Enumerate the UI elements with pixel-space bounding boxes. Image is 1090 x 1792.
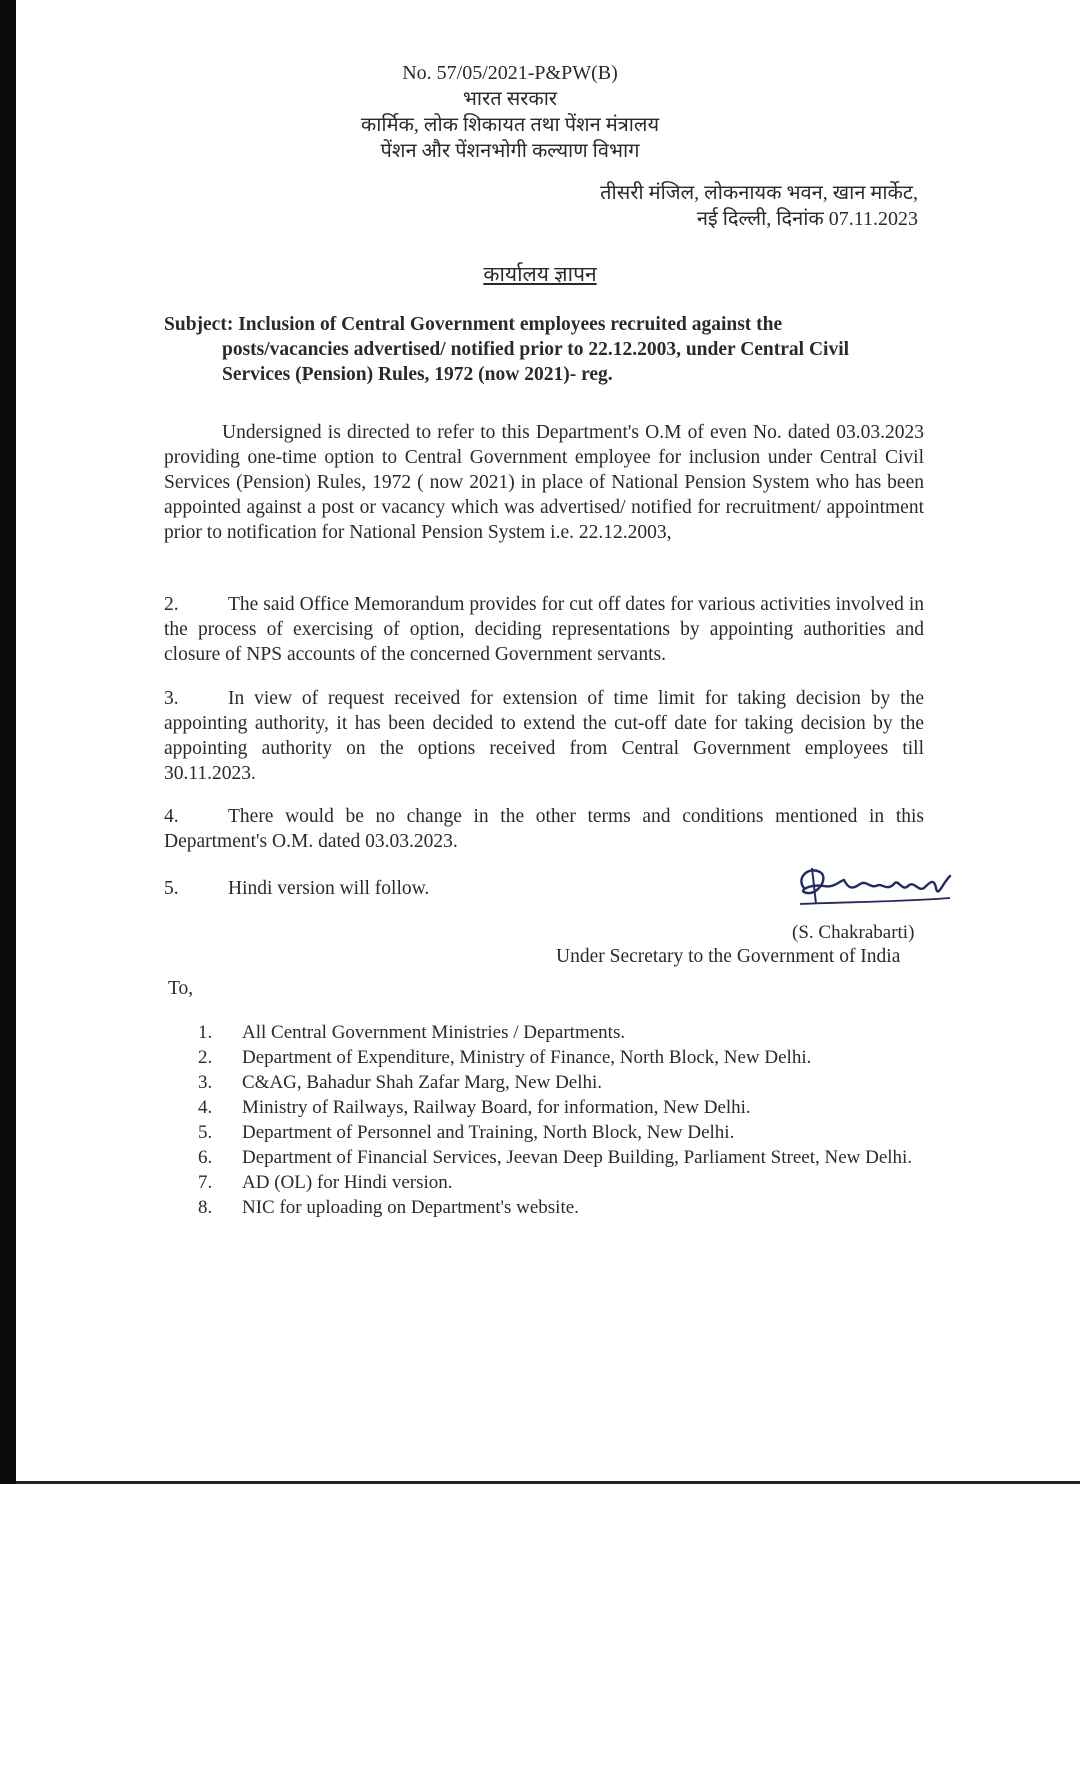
paragraph-3 [164,686,924,786]
govt-of-india: भारत सरकार [462,88,558,110]
subject-label: Subject: [164,314,234,335]
list-item: 3. C&AG, Bahadur Shah Zafar Marg, New Delhi. [198,1072,603,1093]
distribution-list [198,1020,938,1220]
address-line-1: तीसरी मंजिल, लोकनायक भवन, खान मार्केट, [600,182,918,204]
list-item: 5. Department of Personnel and Training, North Block, New Delhi. [198,1122,735,1143]
office-memorandum-title: कार्यालय ज्ञापन [483,262,597,286]
list-item: 7. AD (OL) for Hindi version. [198,1172,453,1193]
list-item: 4. Ministry of Railways, Railway Board, for information, New Delhi. [198,1097,751,1118]
paragraph-number: 3. [164,688,179,709]
signatory-name: (S. Chakrabarti) [792,922,915,943]
list-item: 6. Department of Financial Services, Jeevan Deep Building, Parliament Street, New Delhi. [198,1147,913,1168]
paragraph-number: 5. [164,878,179,899]
list-item: 8. NIC for uploading on Department's website. [198,1197,579,1218]
subject-block [164,312,924,387]
list-item: 1. All Central Government Ministries / Departments. [198,1022,626,1043]
address-date-line: नई दिल्ली, दिनांक 07.11.2023 [696,208,918,230]
paragraph-4 [164,804,924,854]
paragraph-2 [164,592,924,667]
subject-line-1: Inclusion of Central Government employees recruited against the [238,314,783,335]
ministry-name: कार्मिक, लोक शिकायत तथा पेंशन मंत्रालय [360,114,660,136]
paragraph-number: 4. [164,806,179,827]
handwritten-signature [790,858,960,920]
paragraph-4-text: There would be no change in the other terms and conditions mentioned in this Department's O.M. dated 03.03.2023. [164,806,924,852]
signatory-designation: Under Secretary to the Government of India [556,946,901,967]
paragraph-1 [164,420,924,545]
to-label: To, [168,978,194,999]
paragraph-2-text: The said Office Memorandum provides for cut off dates for various activities involved in the process of exercising of option, deciding representations by appointing authorities and closure of NPS accounts of the concerned Government servants. [164,594,924,665]
ref-number: No. 57/05/2021-P&PW(B) [402,62,618,84]
list-item: 2. Department of Expenditure, Ministry of Finance, North Block, New Delhi. [198,1047,812,1068]
paragraph-3-text: In view of request received for extension of time limit for taking decision by the appointing authority, it has been decided to extend the cut-off date for taking decision by the appointing authority on the options received from Central Government employees till 30.11.2023. [164,688,924,784]
paragraph-number: 2. [164,594,179,615]
paragraph-1-text: Undersigned is directed to refer to this Department's O.M of even No. dated 03.03.2023 providing one-time option to Central Government employee for inclusion under Central Civil Services (Pension) Rules, 1972 ( now 2021) in place of National Pension System who has been appointed against a post or vacancy which was advertised/ notified for recruitment/ appointment prior to notification for National Pension System i.e. 22.12.2003, [164,422,924,543]
department-name: पेंशन और पेंशनभोगी कल्याण विभाग [380,140,640,162]
subject-line-2: posts/vacancies advertised/ notified prior to 22.12.2003, under Central Civil [222,339,850,360]
subject-line-3: Services (Pension) Rules, 1972 (now 2021)- reg. [222,364,613,385]
paragraph-5-text: Hindi version will follow. [228,878,430,899]
